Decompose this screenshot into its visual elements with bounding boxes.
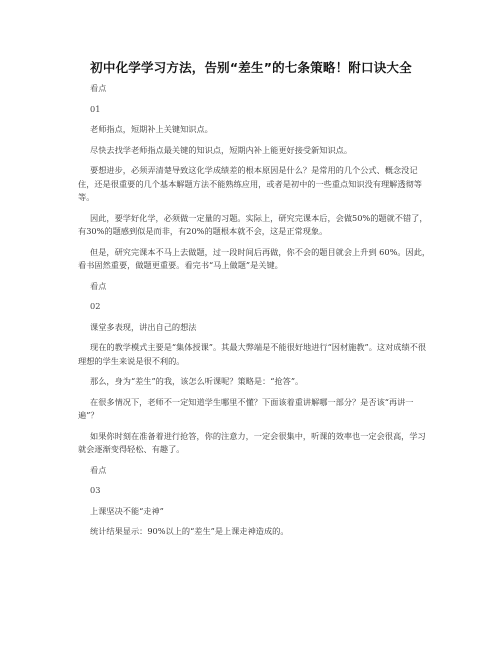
section-number: 02 — [90, 301, 101, 311]
section-label: 看点 — [90, 83, 107, 93]
article-title: 初中化学学习方法，告别“差生”的七条策略！附口诀大全 — [90, 60, 412, 75]
paragraph: 统计结果显示：90%以上的“差生”是上课走神造成的。 — [90, 526, 289, 536]
section-heading: 上课坚决不能“走神” — [90, 505, 164, 516]
article-body — [78, 82, 433, 546]
section-heading: 老师指点，短期补上关键知识点。 — [90, 124, 213, 134]
paragraph: 因此，要学好化学，必须做一定量的习题。实际上，研究完课本后，会做50%的题就不错了，有30%的题感到似是而非，有20%的题根本就不会，这是正常现象。 — [78, 212, 428, 236]
section-number: 01 — [90, 103, 101, 114]
section-heading: 课堂多表现，讲出自己的想法 — [90, 321, 197, 332]
section-number: 03 — [90, 485, 101, 495]
paragraph: 要想进步，必须弄清楚导致这化学成绩差的根本原因是什么？是常用的几个公式、概念没记住，还是很重要的几个基本解题方法不能熟练应用，或者是初中的一些重点知识没有理解透彻等等。 — [78, 165, 422, 202]
section-label: 看点 — [90, 280, 107, 291]
paragraph: 但是，研究完课本不马上去做题，过一段时间后再做，你不会的题目就会上升到 60%。因此，看书固然重要，做题更重要。看完书“马上做题”是关键。 — [78, 246, 431, 270]
paragraph: 现在的教学模式主要是“集体授课”。其最大弊端是不能很好地进行“因材施教”。这对成绩不很理想的学生来说是很不利的。 — [78, 342, 427, 366]
paragraph: 尽快去找学老师指点最关键的知识点，短期内补上能更好接受新知识点。 — [90, 144, 353, 155]
paragraph: 在很多情况下，老师不一定知道学生哪里不懂？下面该着重讲解哪一部分？是否该“再讲一遍”？ — [78, 396, 414, 420]
section-label: 看点 — [90, 464, 107, 475]
paragraph: 如果你时刻在准备着进行抢答，你的注意力，一定会很集中，听课的效率也一定会很高，学习就会逐渐变得轻松、有趣了。 — [78, 430, 426, 454]
paragraph: 那么，身为“差生”的我，该怎么听课呢？策略是：“抢答”。 — [90, 376, 304, 386]
